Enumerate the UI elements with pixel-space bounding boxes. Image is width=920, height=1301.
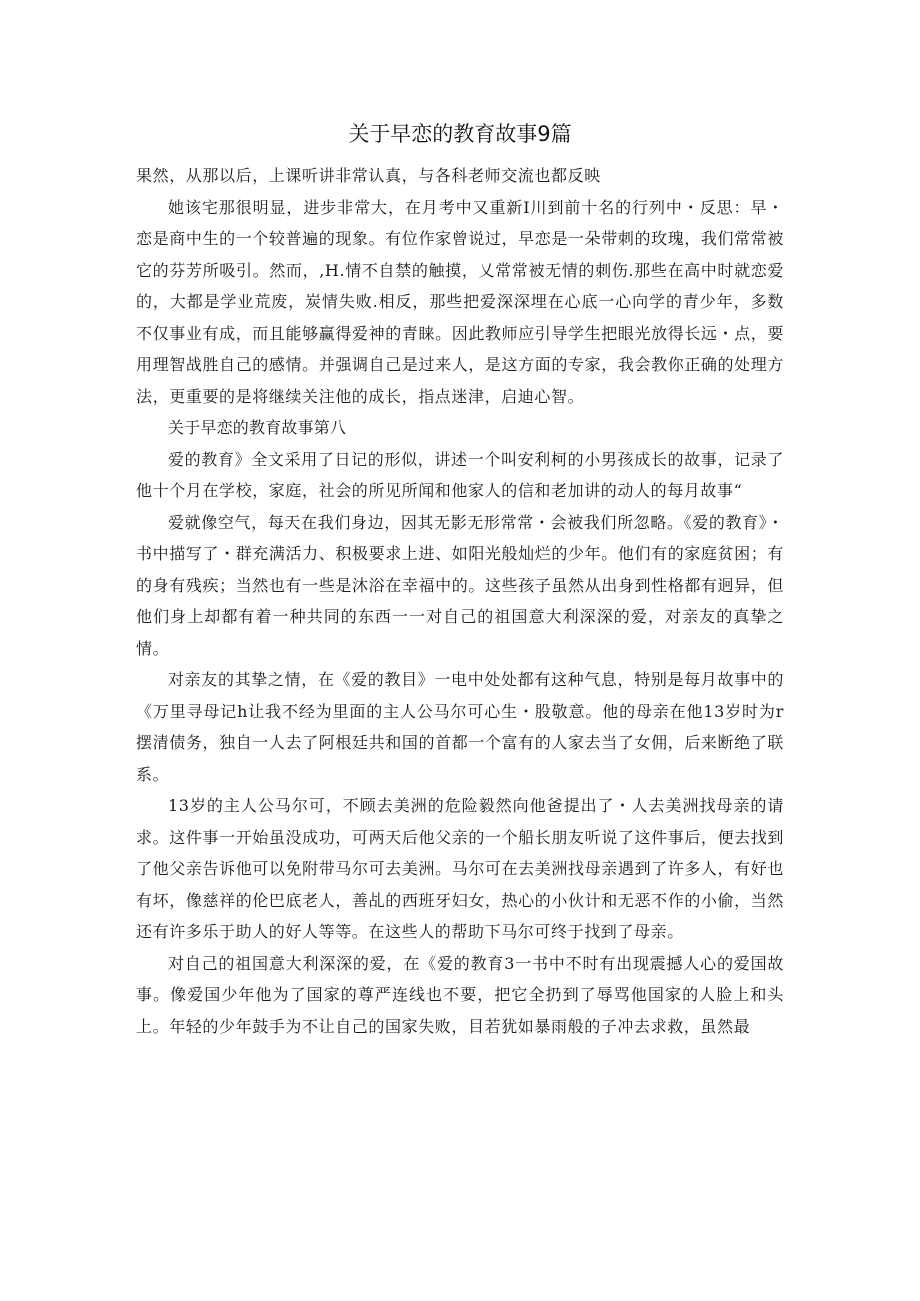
- paragraph-2: 她该宅那很明显，进步非常大，在月考中又重新I川到前十名的行列中・反思：早・恋是商中生的一个较普遍的现象。有位作家曾说过，早恋是一朵带刺的玫瑰，我们常常被它的芬芳所吸引。然而，,H.情不自禁的触摸，乂常常被无情的刺伤.那些在高中时就恋爱的，大都是学业荒废，炭情失败.相反，那些把爱深深埋在心底一心向学的青少年，多数不仅事业有成，而且能够赢得爱神的青睐。因此教师应引导学生把眼光放得长远・点，要用理智战胜自己的感情。并强调自己是过来人，是这方面的专家，我会教你正确的处理方法，更重要的是将继续关注他的成长，指点迷津，启迪心智。: [136, 197, 784, 406]
- paragraph-6: 13岁的主人公马尔可，不顾去美洲的危险毅然向他爸提出了・人去美洲找母亲的请求。这件事一开始虽没成功，可两天后他父亲的一个船长朋友听说了这件事后，便去找到了他父亲告诉他可以免附带马尔可去美洲。马尔可在去美洲找母亲遇到了许多人，有好也有坏，像慈祥的伦巴底老人，善乩的西班牙妇女，热心的小伙计和无恶不作的小偷，当然还有许多乐于助人的好人等等。在这些人的帮助下马尔可终于找到了母亲。: [136, 796, 784, 941]
- document-title: 关于早恋的教育故事9篇: [348, 122, 572, 146]
- paragraph-4: 爱就像空气，每天在我们身边，因其无影无形常常・会被我们所忽略。《爱的教育》・书中描写了・群充满活力、积极要求上进、如阳光般灿烂的少年。他们有的家庭贫困；有的身有残疾；当然也有一些是沐浴在幸福中的。这些孩子虽然从出身到性格都有迥异，但他们身上却都有着一种共同的东西一一对自己的祖国意大利深深的爱，对亲友的真挚之情。: [136, 512, 784, 658]
- paragraph-7: 对自己的祖国意大利深深的爱，在《爱的教育3一书中不时有出现震撼人心的爱国故事。像爱国少年他为了国家的尊严连线也不要，把它全扔到了辱骂他国家的人脸上和头上。年轻的少年鼓手为不让自己的国家失败，目若犹如暴雨般的子冲去求救，虽然最: [136, 953, 784, 1036]
- paragraph-3: 爱的教育》全文采用了日记的形似，讲述一个叫安利柯的小男孩成长的故事，记录了他十个月在学校，家庭，社会的所见所闻和他家人的信和老加讲的动人的每月故事“: [136, 449, 784, 500]
- paragraph-5: 对亲友的其挚之情，在《爱的教目》一电中处处都有这种气息，特别是每月故事中的《万里寻母记h让我不经为里面的主人公马尔可心生・股敬意。他的母亲在他13岁时为r摆清债务，独自一人去了阿根廷共和国的首都一个富有的人家去当了女佣，后来断绝了联系。: [136, 670, 784, 784]
- document-body: [136, 160, 784, 1042]
- paragraph-1: 果然，从那以后，上课听讲非常认真，与各科老师交流也都反映: [136, 166, 601, 185]
- section-heading: 关于早恋的教育故事第八: [168, 418, 347, 437]
